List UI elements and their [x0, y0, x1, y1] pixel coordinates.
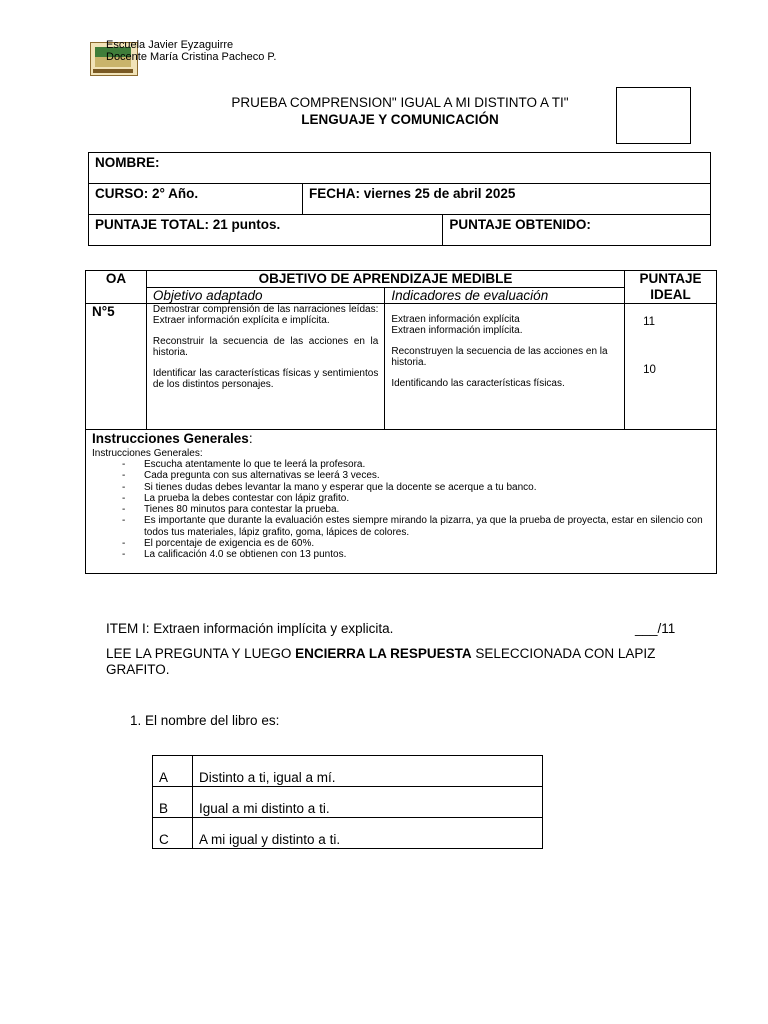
adaptado-cell [146, 304, 384, 430]
instructions-title: Instrucciones Generales [92, 431, 249, 446]
teacher-name: Docente María Cristina Pacheco P. [106, 51, 277, 63]
indicador-2: Reconstruyen la secuencia de las acciones en la historia. [391, 346, 608, 368]
instruction-item: - La prueba la debes contestar con lápiz grafito. [122, 493, 710, 504]
instruction-part-b: ENCIERRA LA RESPUESTA [295, 646, 472, 661]
school-name: Escuela Javier Eyzaguirre [106, 39, 234, 51]
instructions-list [92, 459, 710, 561]
puntaje-total-field: PUNTAJE TOTAL: 21 puntos. [89, 215, 443, 246]
instruction-item: - Escucha atentamente lo que te leerá la profesora. [122, 459, 710, 470]
indicadores-subheader: Indicadores de evaluación [385, 287, 625, 304]
student-info-table [88, 152, 711, 246]
option-text[interactable]: Igual a mi distinto a ti. [193, 787, 543, 818]
adaptado-subheader: Objetivo adaptado [146, 287, 384, 304]
adaptado-3: Identificar las características físicas y sentimientos de los distintos personajes. [152, 368, 379, 390]
option-letter[interactable]: B [153, 787, 193, 818]
option-letter[interactable]: A [153, 756, 193, 787]
oa-number: N°5 [86, 304, 147, 430]
item-instruction [106, 646, 706, 678]
instructions-colon: : [248, 431, 253, 446]
puntaje-cell [625, 304, 717, 430]
subject-title: LENGUAJE Y COMUNICACIÓN [301, 112, 499, 127]
nombre-field[interactable]: NOMBRE: [89, 153, 711, 184]
school-header [106, 39, 276, 63]
option-text[interactable]: A mi igual y distinto a ti. [193, 818, 543, 849]
indicadores-cell [385, 304, 625, 430]
instruction-part-a: LEE LA PREGUNTA Y LUEGO [106, 646, 296, 661]
logo-base [93, 69, 133, 73]
question-1: 1. El nombre del libro es: [130, 713, 280, 728]
option-row[interactable] [153, 818, 543, 849]
option-row[interactable] [153, 787, 543, 818]
indicador-3: Identificando las características físicas. [391, 378, 565, 389]
test-title: PRUEBA COMPRENSION" IGUAL A MI DISTINTO A TI" [231, 95, 569, 110]
answer-options-table [152, 755, 543, 849]
adaptado-1: Demostrar comprensión de las narraciones leídas: Extraer información explícita e implícita. [152, 304, 379, 326]
instruction-item: - Cada pregunta con sus alternativas se leerá 3 veces. [122, 470, 710, 481]
instruction-item: - La calificación 4.0 se obtienen con 13 puntos. [122, 549, 710, 560]
option-row[interactable] [153, 756, 543, 787]
puntaje-1: 11 [643, 316, 656, 328]
curso-field[interactable]: CURSO: 2° Año. [89, 184, 303, 215]
puntaje-2: 10 [643, 364, 656, 376]
indicador-1: Extraen información explícita Extraen información implícita. [391, 314, 523, 336]
instructions-subtitle: Instrucciones Generales: [92, 448, 203, 459]
item-title: ITEM I: Extraen información implícita y explicita. [106, 621, 394, 636]
fecha-field[interactable]: FECHA: viernes 25 de abril 2025 [303, 184, 711, 215]
instruction-item: - Si tienes dudas debes levantar la mano y esperar que la docente se acerque a tu banco. [122, 482, 710, 493]
puntaje-header: PUNTAJE IDEAL [625, 271, 717, 304]
instruction-item: - Es importante que durante la evaluación estes siempre mirando la pizarra, ya que la prueba de proyecta, estar en silencio con todos tus materiales, lápiz grafito, goma, lápices de colores. [122, 515, 710, 538]
item-score: ___/11 [635, 621, 676, 636]
objective-header: OBJETIVO DE APRENDIZAJE MEDIBLE [146, 271, 624, 288]
option-text[interactable]: Distinto a ti, igual a mí. [193, 756, 543, 787]
instruction-part-c: SELECCIONADA CON LAPIZ GRAFITO. [106, 646, 656, 677]
instruction-item: - El porcentaje de exigencia es de 60%. [122, 538, 710, 549]
puntaje-obtenido-field[interactable]: PUNTAJE OBTENIDO: [443, 215, 711, 246]
score-box [616, 87, 691, 144]
adaptado-2: Reconstruir la secuencia de las acciones en la historia. [152, 336, 379, 358]
objectives-table [85, 270, 717, 574]
instructions-cell [86, 430, 717, 574]
option-letter[interactable]: C [153, 818, 193, 849]
instruction-item: - Tienes 80 minutos para contestar la prueba. [122, 504, 710, 515]
oa-header: OA [86, 271, 147, 304]
